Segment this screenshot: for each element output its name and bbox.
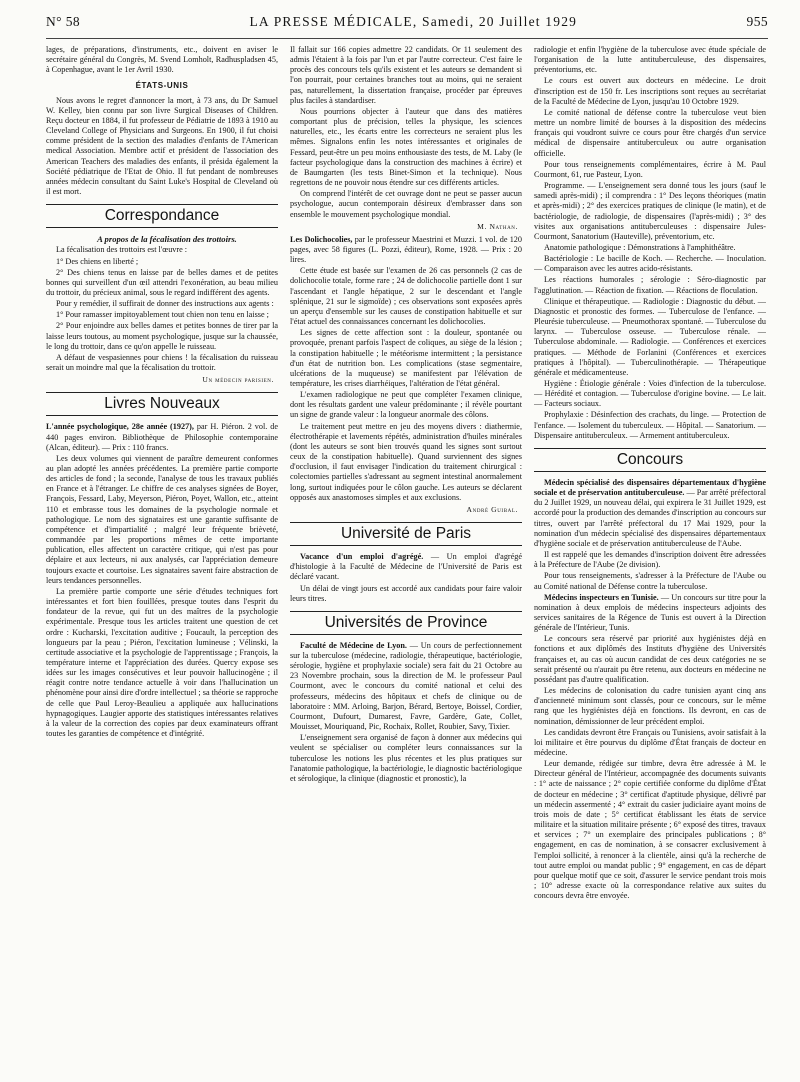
concours-notice-2	[534, 593, 766, 634]
book-review-1-citation	[46, 422, 278, 452]
correspondance-subtitle: A propos de la fécalisation des trottoirs.	[97, 234, 237, 245]
correspondance-para: 2° Des chiens tenus en laisse par de belles dames et de petites bonnes qui surveillent d'un œil attendri l'exonération, au beau milieu du trottoir, du précieux animal, sous le regard indifférent des agents.	[46, 267, 278, 297]
book-review-para: Nous pourrions objecter à l'auteur que dans des matières comportant plus de précision, telles la physique, les sciences naturelles, etc., les écarts entre les correcteurs ne seraient plus les mêmes. Signalons enfin les notes intéressantes et originales de Fessard, peut-être un peu moins enthousiaste des tests, de M. Laby (le facteur psychologique dans la construction des machines à écrire) et de Baumgarten (les tests Binet-Simon et la technique). Nous regrettons de ne pouvoir nous étendre sur ces différents articles.	[290, 106, 522, 188]
column-2	[290, 45, 522, 1065]
concours-para: Les candidats devront être Français ou Tunisiens, avoir satisfait à la loi militaire et être pourvus du diplôme d'État français de docteur en médecine.	[534, 727, 766, 757]
column-3	[534, 45, 766, 1065]
correspondance-para: 1° Des chiens en liberté ;	[56, 256, 139, 266]
book-review-para: Il fallait sur 166 copies admettre 22 candidats. Or 11 seulement des admis l'étaient à la fois par l'un et par l'autre correcteur. C'est faire le procès des concours tels qu'ils existent et les auteurs se demandent si l'on pourrait, pour certaines branches tout au moins, qui ne seraient pas, naturellement, la dissertation française, procéder par épreuves plus faciles à standardiser.	[290, 45, 522, 105]
lyon-notice	[290, 641, 522, 732]
programme-para: Prophylaxie : Désinfection des crachats, du linge. — Protection de l'enfance. — Isolement du tuberculeux. — Hôpital. — Sanatorium. — Dispensaire antituberculeux. — Armement antituberculeux.	[534, 410, 766, 440]
review-signature: M. Nathan.	[477, 221, 518, 231]
notice-text: — Un cours de perfectionnement sur la tuberculose (médecine, radiologie, thérapeutique, bactériologie, sérologie, hygiène et prophylaxie sociale) sera fait du 21 Octobre au 23 Novembre prochain, sous la direction de M. le professeur Paul Courmont, avec le concours du comité national et celui des professeurs, médecins des hôpitaux et chefs de clinique ou de laboratoire : MM. Arloing, Barjon, Bérard, Bertoye, Boissel, Cordier, Courmont, Dufourt, Dumarest, Favre, Gardère, Gate, Collet, Mouisset, Mouriquand, Pic, Rochaix, Rollet, Roubier, Savy, Tixier.	[290, 640, 522, 732]
concours-para: Les médecins de colonisation du cadre tunisien ayant cinq ans d'ancienneté minimum sont classés, pour ce concours, sur le même rang que les hygiénistes déjà en fonctions. Ils devront, en cas de nomination, démissionner de leur précédent emploi.	[534, 686, 766, 726]
book-title: L'année psychologique, 28e année (1927),	[46, 422, 194, 432]
programme-para: Clinique et thérapeutique. — Radiologie : Diagnostic du début. — Diagnostic et pronostic des formes. — Tuberculose de l'enfance. — Pleurésie tuberculeuse. — Pneumothorax spontané. — Tuberculose du larynx. — Tuberculose osseuse. — Tuberculose rénale. — Tuberculose abdominale. — Radiologie. — Conférences et exercices pratiques. — Méthode de Forlanini (Conférences et exercices pratiques à l'hôpital). — Tuberculinothérapie. — Thérapeutique générale et médicamenteuse.	[534, 296, 766, 377]
notice-text: — Un emploi d'agrégé d'histologie à la Faculté de Médecine de l'Université de Paris est déclaré vacant.	[290, 552, 522, 582]
correspondance-para: A défaut de vespasiennes pour chiens ! la fécalisation du ruisseau serait un moindre mal que la fécalisation du trottoir.	[46, 352, 278, 373]
programme-para: Bactériologie : Le bacille de Koch. — Recherche. — Inoculation. — Comparaison avec les autres acido-résistants.	[534, 254, 766, 274]
book-reference: par le professeur Maestrini et Muzzi. 1 vol. de 120 pages, avec 58 figures (L. Pozzi, éditeur), Rome, 1928. — Prix : 20 lires.	[290, 234, 522, 265]
universite-paris-heading: Université de Paris	[290, 522, 522, 546]
correspondance-para: Pour y remédier, il suffirait de donner des instructions aux agents :	[56, 299, 274, 309]
correspondance-signature: Un médecin parisien.	[202, 375, 274, 385]
notice-lead: Médecin spécialisé des dispensaires départementaux d'hygiène sociale et de préservation antituberculeuse.	[534, 477, 766, 498]
universites-province-heading: Universités de Province	[290, 611, 522, 635]
correspondance-para: 2° Pour enjoindre aux belles dames et petites bonnes de tirer par la laisse leurs toutous, au moment psychologique, jusque sur la chaussée, le long du trottoir, dans ce qu'on appelle le ruisseau.	[46, 321, 278, 351]
correspondance-para: La fécalisation des trottoirs est l'œuvre :	[56, 245, 188, 255]
notice-lead: Vacance d'un emploi d'agrégé.	[300, 552, 424, 562]
column-1	[46, 45, 278, 1065]
issue-number: N° 58	[46, 14, 81, 29]
notice-lead: Médecins inspecteurs en Tunisie.	[544, 592, 659, 602]
book-review-2-citation	[290, 235, 522, 265]
page-number: 955	[746, 14, 768, 29]
concours-notice-1	[534, 478, 766, 549]
lyon-notice-para: L'enseignement sera organisé de façon à donner aux médecins qui veulent se spécialiser ou compléter leurs connaissances sur la tuberculose les notions les plus récentes et les plus pratiques sur l'anatomie pathologique, la bactériologie, le diagnostic bactériologique et sérologique, la clinique (diagnostic et pronostic), la	[290, 733, 522, 783]
book-review-para: L'examen radiologique ne peut que compléter l'examen clinique, dont les résultats gardent une valeur prédominante ; il révèle pourtant un signe de grande valeur : la longueur anormale des côlons.	[290, 390, 522, 420]
notice-lead: Faculté de Médecine de Lyon.	[300, 640, 407, 650]
paris-notice	[290, 552, 522, 582]
lyon-course-para: Le comité national de défense contre la tuberculose veut bien mettre un nombre limité de bourses à la disposition des médecins français qui voudront suivre ce cours pour être chargés d'un service médical de dispensaire antituberculeux ou autre organisation officielle.	[534, 107, 766, 158]
programme-para: Les réactions humorales ; sérologie : Séro-diagnostic par l'agglutination. — Réaction de fixation. — Réactions de floculation.	[534, 275, 766, 295]
book-review-para: On comprend l'intérêt de cet ouvrage dont ne peut se passer aucun psychologue, aucun contemporain désireux d'embrasser dans son ensemble le mouvement psychologique mondial.	[290, 189, 522, 219]
notice-text: — Par arrêté préfectoral du 2 Juillet 1929, un nouveau délai, qui expirera le 31 Juillet 1929, est accordé pour la production des demandes d'inscription au concours sur titres, ouvert par l'arrêté préfectoral du 17 Mai 1929, pour la nomination d'un médecin spécialisé des dispensaires départementaux d'hygiène sociale et de préservation antituberculeuse de l'Aube.	[534, 488, 766, 548]
congress-notice: lages, de préparations, d'instruments, etc., doivent en aviser le secrétaire général du Congrès, M. Svend Lomholt, Radhuspladsen 45, à Copenhague, avant le 1er Avril 1930.	[46, 45, 278, 75]
newspaper-page	[46, 14, 768, 1072]
section-title-etats-unis: ÉTATS-UNIS	[135, 81, 189, 91]
lyon-course-para: Le cours est ouvert aux docteurs en médecine. Le droit d'inscription est de 150 fr. Les inscriptions sont reçues au secrétariat de la Faculté de Médecine de Lyon, jusqu'au 10 Octobre 1929.	[534, 76, 766, 106]
programme-para: Hygiène : Étiologie générale : Voies d'infection de la tuberculose. — Hérédité et contagion. — Tuberculose d'origine bovine. — Le lait. — Facteurs sociaux.	[534, 379, 766, 409]
book-title: Les Dolichocolies,	[290, 234, 353, 244]
book-review-para: La première partie comporte une série d'études techniques fort intéressantes et fort bien fouillées, presque toutes dans l'esprit du fondateur de la revue, qui fut un des maîtres de la psychologie expérimentale. Presque tous les articles traitent une question de cet ordre : Kucharski, l'excitation auditive ; Foucault, la perception des longueurs par la peau ; Piéron, l'excitation lumineuse ; Vélinski, la certitude associative et la psychologie de l'apprentissage ; François, la température interne et l'appréciation des durées. Quercy expose ses idées sur les images consécutives et leur pouvoir hallucinogène ; il réagit contre notre tendance actuelle à voir dans l'hallucination un phénomène pour ainsi dire d'ordre intellectuel ; sa théorie se rapproche de celle que Paul Leroy-Beaulieu a appliquée aux hallucinations hypnagogiques. Laugier apporte des statistiques intéressantes relatives à la valeur de la correction des copies par deux examinateurs offrant toutes les garanties de compétence et d'intégrité.	[46, 586, 278, 739]
book-reference: par H. Piéron. 2 vol. de 440 pages environ. Bibliothèque de Philosophie contemporaine (Alcan, éditeur). — Prix : 110 francs.	[46, 422, 278, 452]
concours-para: Le concours sera réservé par priorité aux hygiénistes déjà en fonctions et aux diplômés des Instituts d'hygiène des Universités françaises et, au cas où aucun candidat de ces deux catégories ne se serait présenté ou n'aurait pu être retenu, aux docteurs en médecine ne possédant pas d'autre qualification.	[534, 634, 766, 684]
lyon-course-para: Pour tous renseignements complémentaires, écrire à M. Paul Courmont, 61, rue Pasteur, Lyon.	[534, 159, 766, 179]
concours-para: Pour tous renseignements, s'adresser à la Préfecture de l'Aube ou au Comité national de Défense contre la tuberculose.	[534, 571, 766, 591]
concours-heading: Concours	[534, 448, 766, 472]
concours-para: Il est rappelé que les demandes d'inscription doivent être adressées à la Préfecture de l'Aube (2e division).	[534, 550, 766, 570]
obituary-kelley: Nous avons le regret d'annoncer la mort, à 73 ans, du Dr Samuel W. Kelley, bien connu par son livre Surgical Diseases of Children. Reçu docteur en 1884, il fut professeur de Pédiatrie de 1893 à 1910 au Cleveland College of Physicians and Surgeons. En 1900, il fut choisi comme président de la section des maladies d'enfants de l'American medical Association. Membre actif et président de l'association des American Teachers des maladies des enfants, il présida également la Société pédiatrique de l'Etat de Ohio. Il fut pendant de nombreuses années médecin consultant du Saint Luke's Hospital de Cleveland où il est mort.	[46, 95, 278, 197]
book-review-para: Cette étude est basée sur l'examen de 26 cas personnels (2 cas de dolichocolie totale, forme rare ; 24 de dolichocolie partielle dont 1 sur l'ascendant et l'angle hépatique, 2 sur le descendant et l'angle splénique, 21 sur le sigmoïde) ; ces observations sont exposées après un aperçu d'ensemble sur les causes de constipation habituelle et sur l'état actuel des connaissances concernant les dolichocolies.	[290, 266, 522, 327]
page-header	[46, 14, 768, 39]
livres-nouveaux-heading: Livres Nouveaux	[46, 392, 278, 416]
publication-title: LA PRESSE MÉDICALE, Samedi, 20 Juillet 1929	[249, 14, 578, 29]
book-review-para: Les deux volumes qui viennent de paraître demeurent conformes au plan adopté les années précédentes. La première partie comporte des articles de fond ; la seconde, l'analyse de tous les travaux publiés en France et à l'étranger. Le chiffre de ces analyses signées de Boyer, François, Fessard, Laby, Meyerson, Piéron, Poyet, Wallon, etc., atteint 110 et embrasse tous les domaines de la psychologie normale et pathologique. Le nom des signataires est une garantie suffisante de compétence et d'impartialité ; malgré leur fréquente brièveté, commandée par les proportions mêmes de cette importante publication, elles affectent un caractère critique, qui n'est pas pour déplaire et aux lecteurs, ni aux analysés, car l'appréciation demeure toujours exacte et courtoise. Les signataires savent faire abstraction de leurs tendances personnelles.	[46, 453, 278, 585]
review-signature: André Guibal.	[466, 504, 518, 514]
correspondance-para: 1° Pour ramasser impitoyablement tout chien non tenu en laisse ;	[56, 310, 269, 320]
lyon-course-para: radiologie et enfin l'hygiène de la tuberculose avec étude spéciale de l'organisation de la lutte antituberculeuse, des dispensaires, préventoriums, etc.	[534, 45, 766, 75]
paris-notice-para: Un délai de vingt jours est accordé aux candidats pour faire valoir leurs titres.	[290, 583, 522, 603]
programme-para: Anatomie pathologique : Démonstrations à l'amphithéâtre.	[544, 242, 736, 252]
notice-text: — Un concours sur titre pour la nomination à deux emplois de médecins inspecteurs adjoints des services sanitaires de la Régence de Tunis est ouvert à la Direction générale de l'Intérieur, Tunis.	[534, 592, 766, 633]
book-review-para: Les signes de cette affection sont : la douleur, spontanée ou provoquée, prenant parfois l'aspect de coliques, au siège de la lésion ; la constipation habituelle ; le météorisme intermittent ; la persistance d'un état de nutrition bon. Les complications (stase segmentaire, ulcérations de la muqueuse) se manifestent par l'élévation de température, les crises diarrhéiques, l'altération de l'état général.	[290, 328, 522, 388]
programme-para: Programme. — L'enseignement sera donné tous les jours (sauf le samedi après-midi) ; il comprendra : 1° Des leçons théoriques (matin et après-midi) ; 2° des exercices pratiques de clinique (le matin), et de bactériologie, de radiologie, de dispensaires (l'après-midi) ; 3° des visites aux organisations antituberculeuses : dispensaire Jules-Courmont, Sanatorium (Hauteville), préventorium, etc.	[534, 181, 766, 241]
book-review-para: Le traitement peut mettre en jeu des moyens divers : diathermie, électrothérapie et lavements répétés, administration d'huiles minérales (dont les auteurs se sont bien trouvés quand les signes sont surtout ceux de la constipation habituelle). Quand surviennent des signes d'occlusion, il faut envisager l'indication du traitement chirurgical : colectomies partielles s'adressant au segment intestinal anormalement long, surtout indiquées pour le côlon gauche. Les auteurs se déclarent opposés aux anastomoses simples et aux exclusions.	[290, 421, 522, 502]
concours-para: Leur demande, rédigée sur timbre, devra être adressée à M. le Directeur général de l'Intérieur, accompagnée des documents suivants : 1° acte de naissance ; 2° copie certifiée conforme du diplôme d'État de docteur en médecine ; 3° certificat d'aptitude physique, délivré par un médecin assermenté ; 4° extrait du casier judiciaire ayant moins de trois mois de date ; 5° certificat établissant les états de service militaire et la situation militaire présente ; 6° exposé des titres, travaux et services ; 7° un exemplaire des principales publications ; 8° engagement, en cas de nomination, à se consacrer exclusivement à l'emploi sollicité, à renoncer à la clientèle, ainsi qu'à la recherche de tout autre emploi ou mandat public ; 9° engagement, en cas de départ pour quelque motif que ce soit, d'assurer le service pendant trois mois ; 10° adresse exacte où la correspondance relative aux suites du concours devra être envoyée.	[534, 759, 766, 901]
correspondance-heading: Correspondance	[46, 204, 278, 228]
